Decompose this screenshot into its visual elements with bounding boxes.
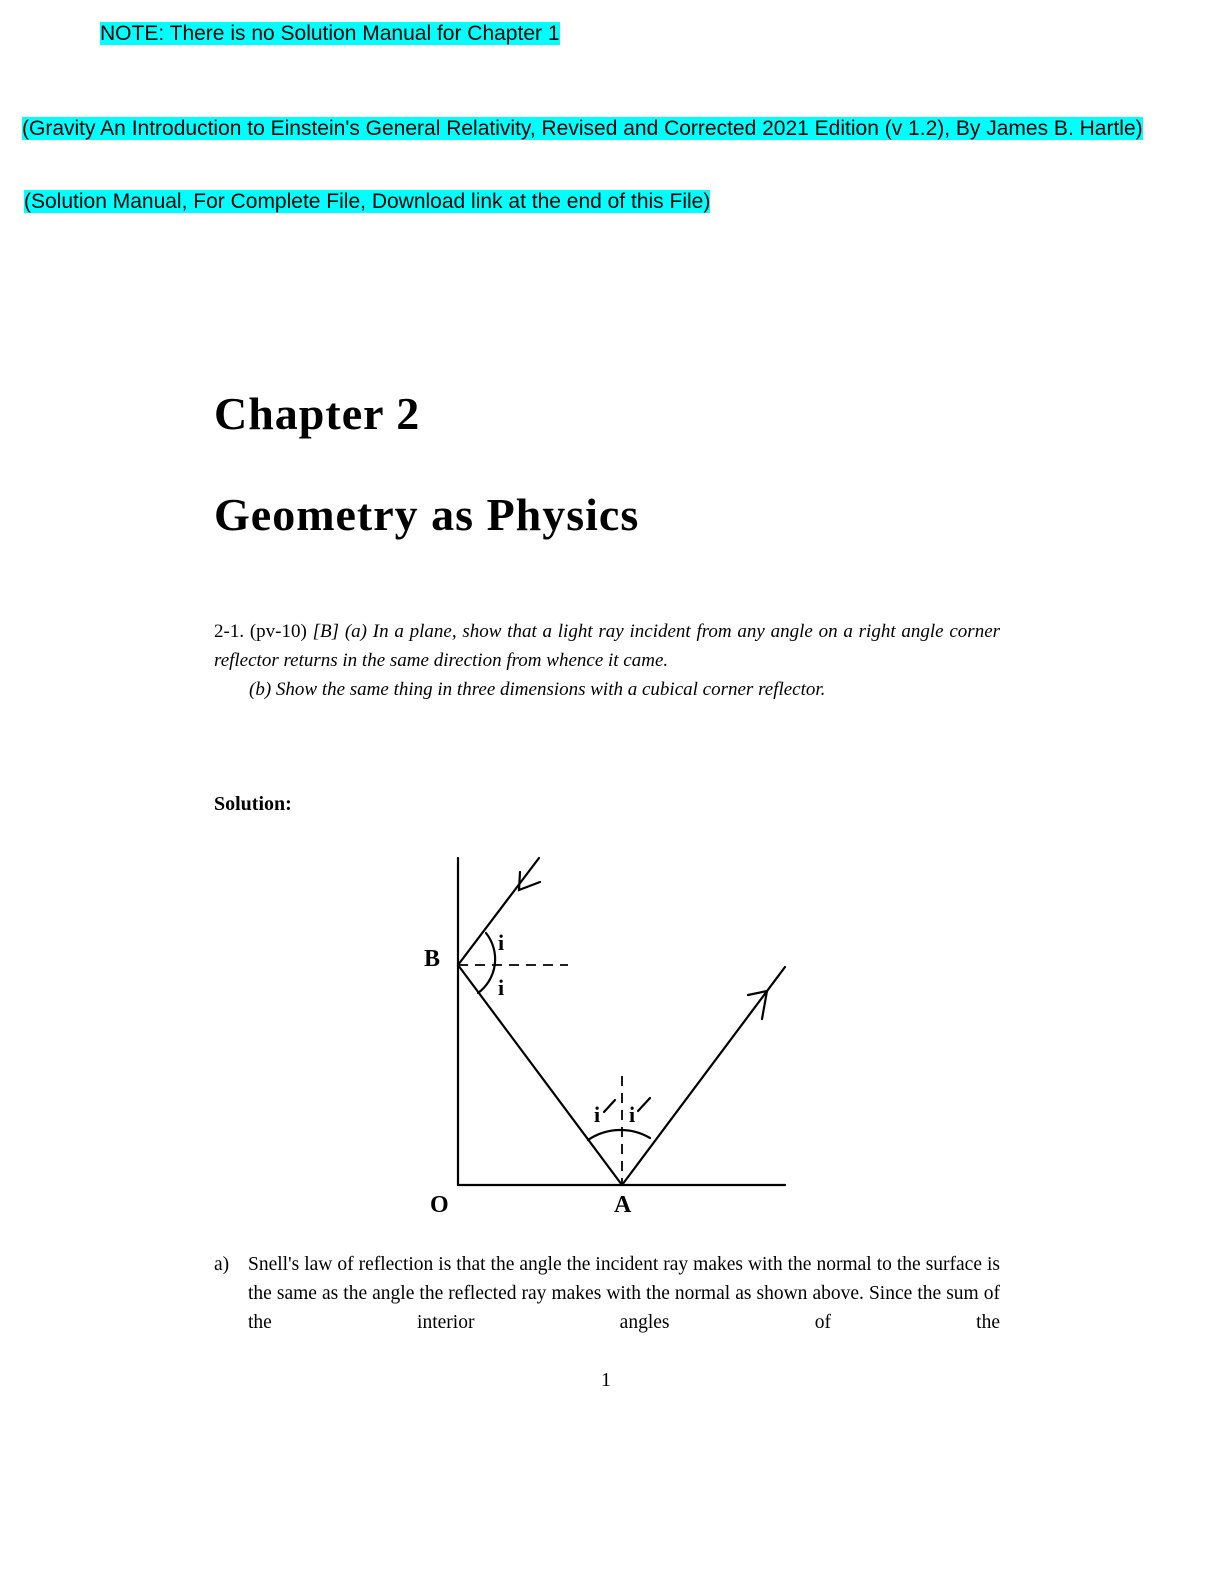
angle-label-lower: i — [498, 975, 505, 1000]
angle-arc-a — [588, 1130, 650, 1140]
reflected-ray-ba — [458, 965, 622, 1185]
label-o: O — [430, 1192, 449, 1218]
problem-difficulty: [B] — [312, 621, 340, 642]
corner-reflector-diagram — [410, 850, 800, 1220]
solution-item-a — [214, 1250, 1000, 1337]
item-a-text: Snell's law of reflection is that the angle the incident ray makes with the normal to the surface is the same as the angle the reflected ray makes with the normal as shown above. Since the sum of the interior angles of the — [248, 1254, 1000, 1333]
download-text: (Solution Manual, For Complete File, Download link at the end of this File) — [24, 190, 711, 213]
angle-label-a-left: i — [594, 1102, 601, 1127]
angle-tick-right — [638, 1098, 650, 1111]
problem-part-a: (a) In a plane, show that a light ray incident from any angle on a right angle corner reflector returns in the same direction from whence it came. — [214, 621, 1001, 671]
problem-part-b: (b) Show the same thing in three dimensions with a cubical corner reflector. — [249, 679, 826, 700]
note-text: NOTE: There is no Solution Manual for Chapter 1 — [100, 22, 560, 45]
problem-ref: (pv-10) — [249, 621, 307, 642]
chapter-number: Chapter 2 — [214, 388, 421, 439]
angle-arc-b — [478, 933, 495, 993]
label-a: A — [614, 1192, 632, 1218]
angle-label-upper: i — [498, 930, 505, 955]
chapter-title: Geometry as Physics — [214, 489, 640, 540]
label-b: B — [424, 946, 441, 972]
note-banner — [100, 20, 560, 48]
item-a-marker: a) — [214, 1254, 230, 1275]
source-citation — [22, 115, 1188, 142]
outgoing-ray — [622, 967, 785, 1185]
download-note — [24, 188, 710, 216]
problem-statement — [214, 617, 1000, 704]
solution-label: Solution: — [214, 793, 292, 815]
problem-number: 2-1. — [214, 621, 245, 642]
angle-label-a-right: i — [629, 1102, 636, 1127]
source-text: (Gravity An Introduction to Einstein's General Relativity, Revised and Corrected 2021 Edition (v 1.2), By James B. Hartle) — [22, 117, 1143, 140]
page-number: 1 — [601, 1369, 611, 1391]
angle-tick-left — [604, 1100, 615, 1112]
